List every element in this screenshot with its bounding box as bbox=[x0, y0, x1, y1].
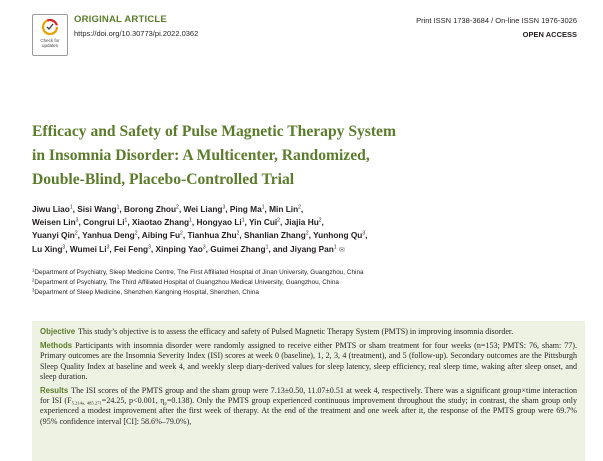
affiliation-item bbox=[32, 268, 492, 278]
affiliation-text: Department of Psychiatry, Sleep Medicine Centre, The First Affiliated Hospital of Jinan University, Guangzhou, China bbox=[34, 269, 364, 276]
author-name: Yanhua Deng bbox=[82, 230, 135, 241]
results-label: Results bbox=[40, 386, 69, 396]
author-list: Jiwu Liao$^1$, Sisi Wang$^1$, Borong Zhou$^2$, Wei Liang$^3$, Ping Ma$^1$, Min Lin$^2$, Weisen Lin$^3$, Congrui Li$^1$, Xiaotao Zhang$^1$, Hongyao Li$^1$, Yin Cui$^2$, Jiajia Hu$^2$, Yuanyi Qin$^2$, Yanhua Deng$^2$, Aibing Fu$^2$, Tianhua Zhu$^2$, Shanlian Zhang$^2$, Yunhong Qu$^3$, Lu Xing$^3$, Wumei Li$^3$, Fei Feng$^3$, Xinping Yao$^3$, Guimei Zhang$^1$, and Jiyang Pan$^1$ ✉ bbox=[32, 204, 368, 254]
author-affiliation-number: 2 bbox=[74, 230, 78, 237]
author-name: Weisen Lin bbox=[32, 217, 76, 228]
author-affiliation-number: 2 bbox=[305, 230, 309, 237]
methods-label: Methods bbox=[40, 341, 73, 351]
author-affiliation-number: 3 bbox=[222, 204, 226, 211]
objective-label: Objective bbox=[40, 327, 76, 336]
results-text-a: The ISI scores of the PMTS group and the sham group were 7.13±0.50, 11.07±0.51 at week 4, respectively. There was a significant group×time interaction for ISI (F bbox=[40, 386, 577, 406]
affiliation-number: 2 bbox=[32, 277, 35, 283]
author-name: Wumei Li bbox=[69, 243, 107, 254]
title-line-3: Double-Blind, Placebo-Controlled Trial bbox=[32, 171, 295, 188]
check-for-updates-label: Check for updates bbox=[40, 38, 60, 48]
author-affiliation-number: 1 bbox=[261, 204, 265, 211]
author-name: Jiwu Liao bbox=[32, 204, 70, 214]
author-affiliation-number: 2 bbox=[298, 204, 301, 211]
author-name: Xinping Yao bbox=[155, 243, 203, 254]
abstract-methods bbox=[32, 341, 585, 382]
author-name: Guimei Zhang bbox=[210, 243, 266, 254]
author-name: Hongyao Li bbox=[196, 217, 242, 228]
author-name: Shanlian Zhang bbox=[244, 230, 306, 241]
author-name: Ping Ma bbox=[229, 204, 262, 214]
results-text-b: =24.25, p<0.001, η bbox=[101, 396, 165, 406]
author-affiliation-number: 2 bbox=[180, 230, 183, 237]
title-line-2: in Insomnia Disorder: A Multicenter, Randomized, bbox=[32, 147, 370, 164]
abstract-box bbox=[32, 321, 585, 461]
author-name: Yin Cui bbox=[248, 217, 278, 228]
author-affiliation-number: 2 bbox=[134, 230, 138, 237]
affiliation-item bbox=[32, 278, 492, 288]
corresponding-author-mail-icon[interactable]: ✉ bbox=[338, 246, 345, 254]
author-name: Min Lin bbox=[269, 204, 299, 214]
affiliation-list bbox=[32, 268, 492, 297]
affiliation-number: 3 bbox=[32, 287, 35, 293]
author-affiliation-number: 3 bbox=[62, 244, 66, 251]
open-access-label: OPEN ACCESS bbox=[522, 30, 577, 39]
author-name: Wei Liang bbox=[183, 204, 223, 214]
check-for-updates-badge[interactable] bbox=[32, 14, 68, 56]
author-affiliation-number: 1 bbox=[189, 217, 192, 224]
author-name: Xiaotao Zhang bbox=[131, 217, 190, 228]
results-f-subscript: 5.214a, 485.271 bbox=[71, 400, 102, 406]
author-name: Aibing Fu bbox=[141, 230, 181, 241]
author-name: Yunhong Qu bbox=[313, 230, 363, 241]
author-name: Tianhua Zhu bbox=[187, 230, 237, 241]
issn-text: Print ISSN 1738-3684 / On-line ISSN 1976-3026 bbox=[416, 16, 577, 25]
author-affiliation-number: 3 bbox=[148, 244, 151, 251]
results-eta-subscript: p bbox=[164, 400, 167, 406]
affiliation-text: Department of Sleep Medicine, Shenzhen Kangning Hospital, Shenzhen, China bbox=[34, 288, 259, 296]
author-name: Jiajia Hu bbox=[284, 217, 319, 228]
article-header bbox=[32, 12, 577, 62]
affiliation-number: 1 bbox=[32, 267, 35, 273]
abstract-objective bbox=[32, 321, 585, 337]
affiliation-item bbox=[32, 288, 492, 298]
author-affiliation-number: 1 bbox=[333, 244, 337, 251]
author-affiliation-number: 2 bbox=[277, 217, 281, 224]
title-line-1: Efficacy and Safety of Pulse Magnetic Therapy System bbox=[32, 123, 396, 140]
author-name: Yuanyi Qin bbox=[32, 230, 75, 241]
objective-text: This study’s objective is to assess the efficacy and safety of Pulsed Magnetic Therapy System (PMTS) in improving insomnia disorder. bbox=[78, 327, 514, 336]
author-name: Sisi Wang bbox=[77, 204, 117, 214]
author-affiliation-number: 1 bbox=[241, 217, 245, 224]
author-name: Borong Zhou bbox=[123, 204, 177, 214]
methods-text: Participants with insomnia disorder were randomly assigned to receive either PMTS or sham treatment for four weeks (n=153; PMTS: 76, sham: 77). Primary outcomes are the Insomnia Severity Index (ISI) scores at week 0 (baseline), 1, 2, 3, 4 (treatment), and 5 (follow-up). Secondary outcomes are the Pittsburgh Sleep Quality Index at baseline and week 4, and weekly sleep diary-derived values for sleep latency, sleep efficiency, real sleep time, waking after sleep onset, and sleep duration. bbox=[40, 341, 577, 381]
check-for-updates-icon bbox=[41, 18, 59, 36]
affiliation-text: Department of Psychiatry, The Third Affiliated Hospital of Guangzhou Medical University, Guangzhou, China bbox=[34, 278, 339, 286]
author-affiliation-number: 1 bbox=[265, 244, 269, 251]
author-affiliation-number: 2 bbox=[318, 217, 322, 224]
author-affiliation-number: 2 bbox=[176, 204, 179, 211]
article-type-label: ORIGINAL ARTICLE bbox=[74, 14, 167, 25]
doi-link[interactable]: https://doi.org/10.30773/pi.2022.0362 bbox=[74, 29, 199, 38]
author-affiliation-number: 1 bbox=[124, 217, 128, 224]
article-title bbox=[32, 120, 502, 192]
author-affiliation-number: 3 bbox=[362, 230, 366, 237]
abstract-results bbox=[32, 386, 585, 427]
author-name: Lu Xing bbox=[32, 243, 63, 254]
author-name: Fei Feng bbox=[113, 243, 149, 254]
results-text-c: =0.138). Only the PMTS group experienced continuous improvement throughout the study; in contrast, the sham group only experienced a modest improvement after the first week of therapy. At the end of the treatment and one week after it, the response of the PMTS group were 69.7% (95% confidence interval [CI]: 58.6%–79.0%), bbox=[40, 396, 577, 426]
author-affiliation-number: 3 bbox=[106, 244, 110, 251]
author-affiliation-number: 2 bbox=[236, 230, 240, 237]
author-affiliation-number: 3 bbox=[75, 217, 79, 224]
author-affiliation-number: 1 bbox=[116, 204, 120, 211]
author-affiliation-number: 1 bbox=[69, 204, 73, 211]
author-affiliation-number: 3 bbox=[202, 244, 206, 251]
author-name: Congrui Li bbox=[83, 217, 125, 228]
author-name: and Jiyang Pan bbox=[272, 243, 334, 254]
